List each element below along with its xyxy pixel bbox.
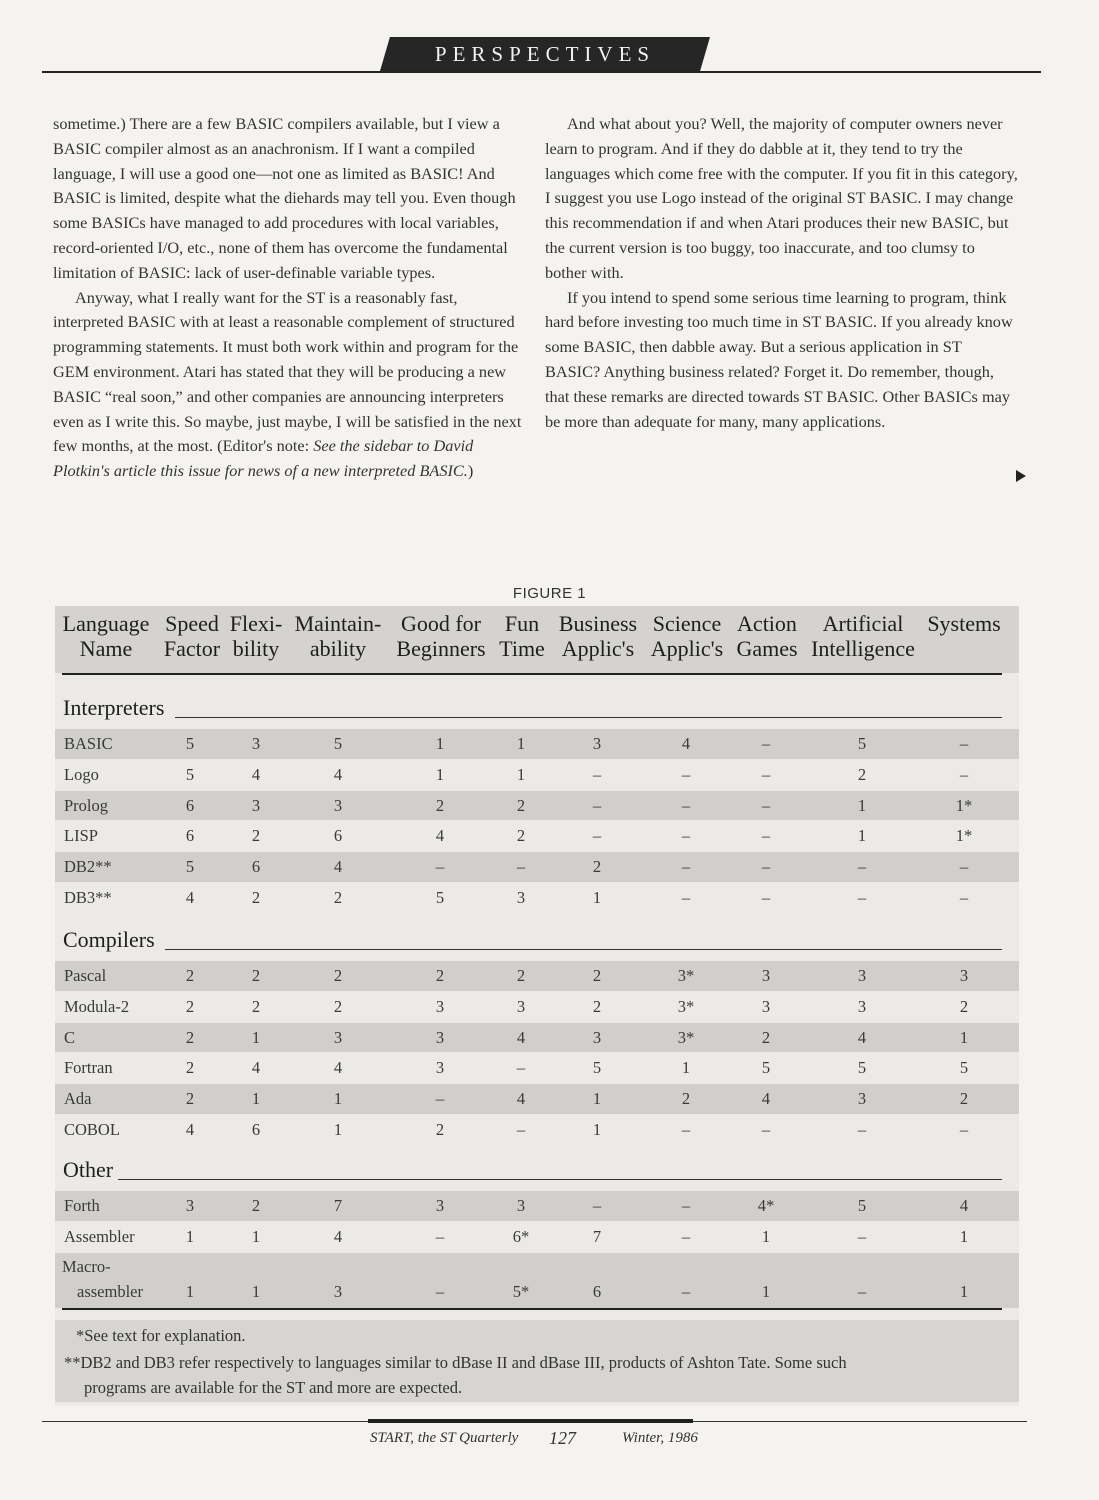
rating-cell: 5 <box>857 734 867 753</box>
rating-cell: – <box>681 857 691 877</box>
rating-cell: – <box>681 1196 691 1215</box>
column-header-line-2: Applic's <box>561 636 635 661</box>
column-header-line-2: Beginners <box>396 636 486 661</box>
rating-cell: 1 <box>959 1226 969 1246</box>
rating-cell: 1 <box>516 764 526 784</box>
left-paragraph-2 <box>53 286 528 484</box>
rating-cell: – <box>959 1120 969 1139</box>
rating-cell: 1 <box>251 1226 261 1246</box>
footnote-2-line-1: **DB2 and DB3 refer respectively to languages similar to dBase II and dBase III, products of Ashton Tate. Some such <box>64 1353 847 1372</box>
rating-cell: – <box>516 1058 526 1078</box>
rating-cell: 3 <box>435 1058 445 1078</box>
header-rule <box>42 71 1041 73</box>
rating-cell: 2 <box>185 966 195 985</box>
column-header-line-1: Science <box>652 611 722 636</box>
column-header-line-1: Systems <box>927 611 1001 636</box>
rating-cell: 2 <box>251 966 261 985</box>
rating-cell: 3 <box>333 795 343 815</box>
rating-cell: 5 <box>761 1058 771 1078</box>
rating-cell: 6* <box>512 1226 530 1246</box>
rating-cell: – <box>761 857 771 877</box>
rating-cell: 3 <box>761 996 771 1016</box>
rating-cell: 3 <box>251 795 261 815</box>
rating-cell: 4 <box>251 764 261 784</box>
rating-cell: 1 <box>761 1281 771 1301</box>
rating-cell: 4 <box>516 1089 526 1109</box>
column-header-line-1: Maintain- <box>294 611 382 636</box>
rating-cell: 2 <box>251 996 261 1016</box>
continue-arrow-icon <box>1016 470 1026 482</box>
rating-cell: – <box>681 764 691 784</box>
rating-cell: – <box>959 764 969 784</box>
rating-cell: – <box>592 795 602 815</box>
rating-cell: 2 <box>592 996 602 1016</box>
section-label: Compilers <box>63 927 155 952</box>
column-header-line-2: ability <box>309 636 367 661</box>
rating-cell: 6 <box>251 1120 261 1139</box>
rating-cell: – <box>435 1281 445 1301</box>
rating-cell: 4* <box>757 1196 775 1215</box>
language-name: Modula-2 <box>64 996 130 1016</box>
language-name: Fortran <box>64 1058 113 1078</box>
rating-cell: 1* <box>955 826 973 846</box>
rating-cell: 3 <box>761 966 771 985</box>
language-name-line-2: assembler <box>77 1281 143 1301</box>
rating-cell: 3 <box>516 888 526 907</box>
rating-cell: 3 <box>857 966 867 985</box>
column-header-line-1: Good for <box>400 611 482 636</box>
column-header-line-2: Time <box>499 636 545 661</box>
rating-cell: 1* <box>955 795 973 815</box>
rating-cell: 3 <box>857 996 867 1016</box>
rating-cell: 4 <box>435 826 445 846</box>
rating-cell: 5 <box>185 734 195 753</box>
rating-cell: – <box>857 857 867 877</box>
column-header-line-2: bility <box>232 636 280 661</box>
footnote-2 <box>64 1351 964 1400</box>
rating-cell: 6 <box>185 795 195 815</box>
rating-cell: 2 <box>959 1089 969 1109</box>
rating-cell: – <box>681 1120 691 1139</box>
rating-cell: 5 <box>592 1058 602 1078</box>
footer-issue: Winter, 1986 <box>622 1430 698 1446</box>
language-name: Ada <box>64 1089 92 1109</box>
rating-cell: 2 <box>435 966 445 985</box>
column-header-line-2 <box>904 636 1024 661</box>
rating-cell: 1 <box>435 764 445 784</box>
language-name: Forth <box>64 1196 100 1215</box>
rating-cell: 2 <box>516 795 526 815</box>
section-label: Interpreters <box>63 695 165 720</box>
rating-cell: 5 <box>185 857 195 877</box>
rating-cell: 4 <box>959 1196 969 1215</box>
left-paragraph-2-end: ) <box>467 461 474 481</box>
page-number: 127 <box>549 1428 576 1448</box>
rating-cell: 4 <box>857 1027 867 1047</box>
rating-cell: 1 <box>959 1027 969 1047</box>
left-paragraph-1: sometime.) There are a few BASIC compilers available, but I view a BASIC compiler almost as an anachronism. If I want a compiled language, I will use a good one—not one as limited as BASIC! And BASIC is limited, despite what the diehards may tell you. Even though some BASICs have managed to add procedures with local variables, record-oriented I/O, etc., none of them has overcome the fundamental limitation of BASIC: lack of user-definable variable types. <box>53 114 516 282</box>
rating-cell: 1 <box>857 795 867 815</box>
rating-cell: – <box>681 1281 691 1301</box>
rating-cell: 6 <box>251 857 261 877</box>
table-bottom-rule <box>62 1308 1002 1310</box>
rating-cell: 2 <box>333 888 343 907</box>
rating-cell: – <box>592 1196 602 1215</box>
right-column <box>545 112 1020 434</box>
column-header-line-2: Applic's <box>650 636 724 661</box>
figure-title: FIGURE 1 <box>512 585 587 602</box>
rating-cell: – <box>959 734 969 753</box>
rating-cell: 3 <box>516 996 526 1016</box>
rating-cell: 3 <box>333 1027 343 1047</box>
rating-cell: 3 <box>251 734 261 753</box>
rating-cell: 2 <box>185 1027 195 1047</box>
rating-cell: – <box>435 1089 445 1109</box>
footer-bar <box>368 1419 693 1423</box>
column-header <box>278 611 398 661</box>
footer-magazine: START, the ST Quarterly <box>370 1430 519 1446</box>
rating-cell: 4 <box>333 1058 343 1078</box>
rating-cell: 4 <box>251 1058 261 1078</box>
rating-cell: – <box>681 826 691 846</box>
column-header <box>904 611 1024 661</box>
rating-cell: 3 <box>435 1196 445 1215</box>
rating-cell: – <box>435 857 445 877</box>
column-header-line-1: Flexi- <box>229 611 283 636</box>
rating-cell: 5 <box>959 1058 969 1078</box>
rating-cell: 6 <box>185 826 195 846</box>
rating-cell: 3 <box>857 1089 867 1109</box>
rating-cell: – <box>592 764 602 784</box>
column-header-line-2: Intelligence <box>811 636 915 661</box>
rating-cell: – <box>959 888 969 907</box>
rating-cell: 6 <box>592 1281 602 1301</box>
rating-cell: – <box>681 795 691 815</box>
rating-cell: 1 <box>681 1058 691 1078</box>
language-name: C <box>64 1027 76 1047</box>
section-label: Other <box>63 1157 114 1182</box>
section-rule <box>165 949 1002 950</box>
rating-cell: 4 <box>185 1120 195 1139</box>
rating-cell: – <box>516 857 526 877</box>
rating-cell: 1 <box>592 1120 602 1139</box>
rating-cell: 2 <box>857 764 867 784</box>
column-header-line-2: Games <box>736 636 798 661</box>
left-column <box>53 112 528 484</box>
rating-cell: 5 <box>857 1196 867 1215</box>
section-title: PERSPECTIVES <box>434 42 656 66</box>
section-rule <box>118 1179 1002 1180</box>
rating-cell: 3 <box>592 1027 602 1047</box>
rating-cell: 4 <box>333 764 343 784</box>
rating-cell: 3* <box>677 1027 695 1047</box>
language-name: BASIC <box>64 734 113 753</box>
rating-cell: 3 <box>435 996 445 1016</box>
rating-cell: 2 <box>592 857 602 877</box>
rating-cell: 4 <box>516 1027 526 1047</box>
rating-cell: – <box>516 1120 526 1139</box>
language-name: Logo <box>64 764 99 784</box>
rating-cell: 2 <box>435 795 445 815</box>
rating-cell: 1 <box>185 1226 195 1246</box>
footnote-2-line-2: programs are available for the ST and more are expected. <box>84 1377 463 1397</box>
rating-cell: 3 <box>516 1196 526 1215</box>
rating-cell: – <box>435 1226 445 1246</box>
language-name: LISP <box>64 826 98 846</box>
rating-cell: 2 <box>333 996 343 1016</box>
rating-cell: – <box>592 826 602 846</box>
column-header-line-1: Fun <box>504 611 540 636</box>
rating-cell: – <box>959 857 969 877</box>
rating-cell: 1 <box>251 1281 261 1301</box>
left-paragraph-2-text: Anyway, what I really want for the ST is a reasonably fast, interpreted BASIC with at least a reasonable complement of structured programming statements. It must both work within and program for the GEM environment. Atari has stated that they will be producing a new BASIC “real soon,” and other companies are announcing interpreters even as I write this. So maybe, just maybe, I will be satisfied in the next few months, at the most. (Editor's note: <box>53 287 522 456</box>
table-header-rule <box>62 673 1002 675</box>
rating-cell: 1 <box>516 734 526 753</box>
rating-cell: 7 <box>333 1196 343 1215</box>
column-header-line-1: Speed <box>165 611 219 636</box>
rating-cell: 3 <box>959 966 969 985</box>
rating-cell: 1 <box>333 1120 343 1139</box>
rating-cell: – <box>857 1281 867 1301</box>
rating-cell: 3 <box>435 1027 445 1047</box>
rating-cell: 2 <box>251 826 261 846</box>
rating-cell: 2 <box>761 1027 771 1047</box>
rating-cell: – <box>761 795 771 815</box>
editors-note-italic: See the sidebar to David Plotkin's article this issue for news of a new interpreted BASIC. <box>53 436 474 481</box>
rating-cell: 4 <box>761 1089 771 1109</box>
rating-cell: 1 <box>592 1089 602 1109</box>
rating-cell: 2 <box>185 1089 195 1109</box>
column-header-line-2: Name <box>79 636 133 661</box>
rating-cell: 4 <box>681 734 691 753</box>
rating-cell: 1 <box>251 1027 261 1047</box>
rating-cell: 4 <box>333 857 343 877</box>
language-name: Pascal <box>64 966 107 985</box>
column-header-line-1: Action <box>737 611 797 636</box>
rating-cell: – <box>761 888 771 907</box>
rating-cell: 5 <box>435 888 445 907</box>
rating-cell: 5* <box>512 1281 530 1301</box>
footnote-1: *See text for explanation. <box>76 1326 246 1345</box>
rating-cell: 2 <box>333 966 343 985</box>
section-rule <box>175 717 1002 718</box>
rating-cell: 1 <box>592 888 602 907</box>
rating-cell: 3* <box>677 996 695 1016</box>
rating-cell: 2 <box>959 996 969 1016</box>
rating-cell: – <box>761 1120 771 1139</box>
rating-cell: 3 <box>333 1281 343 1301</box>
rating-cell: – <box>857 1226 867 1246</box>
rating-cell: 3 <box>592 734 602 753</box>
rating-cell: 2 <box>435 1120 445 1139</box>
rating-cell: 5 <box>857 1058 867 1078</box>
rating-cell: 4 <box>333 1226 343 1246</box>
rating-cell: 6 <box>333 826 343 846</box>
language-name: DB2** <box>64 857 112 877</box>
rating-cell: – <box>857 888 867 907</box>
rating-cell: – <box>857 1120 867 1139</box>
rating-cell: 2 <box>592 966 602 985</box>
rating-cell: 2 <box>516 966 526 985</box>
language-name: Prolog <box>64 795 109 815</box>
column-header-line-1: Artificial <box>822 611 904 636</box>
column-header-line-1: Language <box>62 611 150 636</box>
rating-cell: – <box>761 826 771 846</box>
rating-cell: 5 <box>333 734 343 753</box>
rating-cell: 1 <box>333 1089 343 1109</box>
rating-cell: 3* <box>677 966 695 985</box>
language-name: COBOL <box>64 1120 120 1139</box>
language-name-line-1: Macro- <box>62 1256 111 1276</box>
rating-cell: 2 <box>185 996 195 1016</box>
rating-cell: 1 <box>761 1226 771 1246</box>
rating-cell: – <box>681 888 691 907</box>
column-header-line-2: Factor <box>163 636 221 661</box>
language-name: Assembler <box>64 1226 135 1246</box>
rating-cell: 5 <box>185 764 195 784</box>
rating-cell: 1 <box>857 826 867 846</box>
language-name: DB3** <box>64 888 112 907</box>
rating-cell: 2 <box>681 1089 691 1109</box>
rating-cell: 1 <box>435 734 445 753</box>
column-header-line-1: Business <box>558 611 638 636</box>
rating-cell: 2 <box>251 888 261 907</box>
rating-cell: 1 <box>251 1089 261 1109</box>
rating-cell: 1 <box>959 1281 969 1301</box>
rating-cell: – <box>681 1226 691 1246</box>
rating-cell: 2 <box>516 826 526 846</box>
rating-cell: 2 <box>185 1058 195 1078</box>
rating-cell: 4 <box>185 888 195 907</box>
rating-cell: 3 <box>185 1196 195 1215</box>
rating-cell: – <box>761 734 771 753</box>
rating-cell: – <box>761 764 771 784</box>
rating-cell: 7 <box>592 1226 602 1246</box>
rating-cell: 2 <box>251 1196 261 1215</box>
rating-cell: 1 <box>185 1281 195 1301</box>
right-paragraph-2: If you intend to spend some serious time learning to program, think hard before investing too much time in ST BASIC. If you already know some BASIC, then dabble away. But a serious application in ST BASIC? Anything business related? Forget it. Do remember, though, that these remarks are directed towards ST BASIC. Other BASICs may be more than adequate for many, many applications. <box>545 287 1013 431</box>
right-paragraph-1: And what about you? Well, the majority of computer owners never learn to program. And if they do dabble at it, they tend to try the languages which come free with the computer. If you fit in this category, I suggest you use Logo instead of the original ST BASIC. I may change this recommendation if and when Atari produces their new BASIC, but the current version is too buggy, too inaccurate, and too clumsy to bother with. <box>545 114 1018 282</box>
